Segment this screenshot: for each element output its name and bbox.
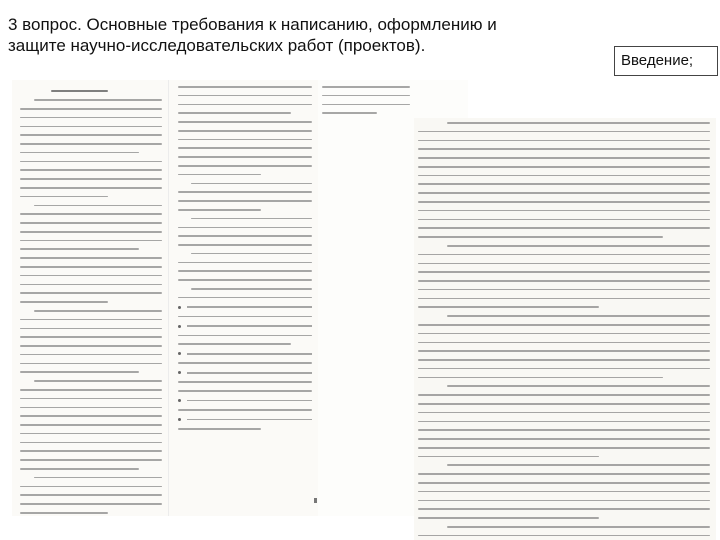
scan-text-block — [20, 90, 162, 516]
scan-text-block — [178, 86, 312, 437]
scan-text-block — [322, 86, 410, 121]
page-number — [314, 498, 317, 503]
scan-text-block — [418, 122, 710, 540]
section-badge: Введение; — [614, 46, 718, 76]
scan-page-introduction — [12, 80, 168, 516]
scan-page-research-goals — [168, 80, 318, 516]
scan-page-research-review — [414, 118, 716, 540]
slide-title: 3 вопрос. Основные требования к написанию, оформлению и защите научно-исследовательских работ (проектов). — [8, 15, 497, 55]
